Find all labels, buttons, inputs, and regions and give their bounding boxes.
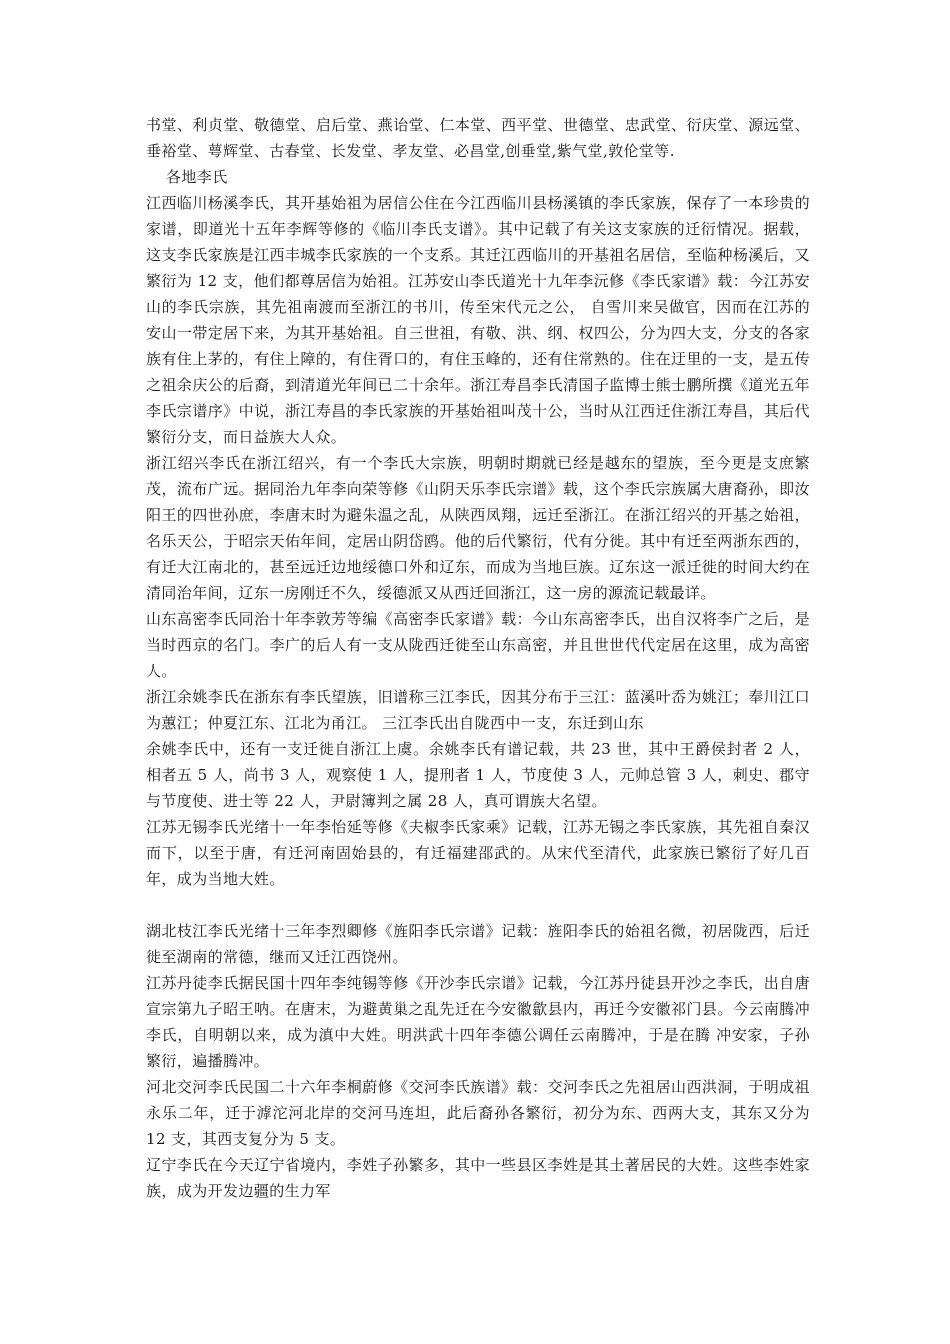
paragraph-zhejiang-shaoxing: 浙江绍兴李氏在浙江绍兴，有一个李氏大宗族，明朝时期就已经是越东的望族，至今更是支庶繁茂，流布广远。据同治九年李向荣等修《山阴天乐李氏宗谱》载，这个李氏宗族属大唐裔孙，即汝阳王的四世孙庶，李唐末时为避朱温之乱，从陕西凤翔，远迁至浙江。在浙江绍兴的开基之始祖，名乐天公，于昭宗天佑年间，定居山阴岱鸥。他的后代繁衍，代有分徙。其中有迁至两浙东西的，有迁大江南北的，甚至远迁边地绥德口外和辽东，而成为当地巨族。辽东这一派迁徙的时间大约在清同治年间，辽东一房刚迁不久，绥德派又从西迁回浙江，这一房的源流记载最详。 — [146, 454, 810, 602]
blank-line — [146, 892, 810, 918]
paragraph-liaoning: 辽宁李氏在今天辽宁省境内，李姓子孙繁多，其中一些县区李姓是其土著居民的大姓。这些李姓家族，成为开发边疆的生力军 — [146, 1156, 810, 1200]
paragraph-shandong-gaomi: 山东高密李氏同治十年李敦芳等编《高密李氏家谱》载：今山东高密李氏，出自汉将李广之后，是当时西京的名门。李广的后人有一支从陇西迁徙至山东高密，并且世世代代定居在这里，成为高密人。 — [146, 610, 810, 680]
paragraph-jiangsu-dantu: 江苏丹徒李氏据民国十四年李纯锡等修《开沙李氏宗谱》记载，今江苏丹徒县开沙之李氏，出自唐宣宗第九子昭王呐。在唐末，为避黄巢之乱先迁在今安徽歙县内，再迁今安徽祁门县。今云南腾冲李氏，自明朝以来，成为滇中大姓。明洪武十四年李德公调任云南腾冲，于是在腾 冲安家，子孙繁衍，遍播腾冲。 — [146, 974, 810, 1070]
paragraph-zhejiang-yuyao: 浙江余姚李氏在浙东有李氏望族，旧谱称三江李氏，因其分布于三江：蓝溪叶岙为姚江；奉川江口为蕙江；仲夏江东、江北为甬江。 三江李氏出自陇西中一支，东迁到山东 — [146, 688, 810, 732]
document-body — [146, 112, 810, 1204]
section-heading: 各地李氏 — [166, 168, 228, 186]
paragraph-hubei-zhijiang: 湖北枝江李氏光绪十三年李烈卿修《旌阳李氏宗谱》记载：旌阳李氏的始祖名微，初居陇西，后迁徙至湖南的常德，继而又迁江西饶州。 — [146, 922, 810, 966]
hall-names-paragraph: 书堂、利贞堂、敬德堂、启后堂、燕诒堂、仁本堂、西平堂、世德堂、忠武堂、衍庆堂、源远堂、垂裕堂、萼辉堂、古春堂、长发堂、孝友堂、必昌堂,创垂堂,紫气堂,敦伦堂等. — [146, 116, 810, 160]
paragraph-jiangsu-wuxi: 江苏无锡李氏光绪十一年李怡延等修《夫椒李氏家乘》记载，江苏无锡之李氏家族，其先祖自秦汉而下，以至于唐，有迁河南固始县的，有迁福建邵武的。从宋代至清代，此家族已繁衍了好几百年，成为当地大姓。 — [146, 818, 810, 888]
paragraph-yuyao-branch: 余姚李氏中，还有一支迁徙自浙江上虞。余姚李氏有谱记载，共 23 世，其中王爵侯封者 2 人，相者五 5 人，尚书 3 人，观察使 1 人，提刑者 1 人，节度使 3 人，元帅总管 3 人，刺史、郡守与节度使、进士等 22 人，尹尉簿判之属 28 人，真可谓族大名望。 — [146, 740, 810, 810]
paragraph-hebei-jiaohe: 河北交河李氏民国二十六年李桐蔚修《交河李氏族谱》载：交河李氏之先祖居山西洪洞，于明成祖永乐二年，迁于滹沱河北岸的交河马连坦，此后裔孙各繁衍，初分为东、西两大支，其东又分为 12 支，其西支复分为 5 支。 — [146, 1078, 810, 1148]
paragraph-jiangxi-linchuan: 江西临川杨溪李氏，其开基始祖为居信公住在今江西临川县杨溪镇的李氏家族，保存了一本珍贵的家谱，即道光十五年李辉等修的《临川李氏支谱》。其中记载了有关这支家族的迁衍情况。据载，这支李氏家族是江西丰城李氏家族的一个支系。其迁江西临川的开基祖名居信，至临种杨溪后，又繁衍为 12 支，他们都尊居信为始祖。江苏安山李氏道光十九年李沅修《李氏家谱》载：今江苏安山的李氏宗族，其先祖南渡而至浙江的书川，传至宋代元之公， 自雪川来吴做官，因而在江苏的安山一带定居下来，为其开基始祖。自三世祖，有敬、洪、纲、权四公，分为四大支，分支的各家族有住上茅的，有住上障的，有住胥口的，有住玉峰的，还有住常熟的。住在迂里的一支，是五传之祖余庆公的后裔，到清道光年间已二十余年。浙江寿昌李氏清国子监博士熊士鹏所撰《道光五年李氏宗谱序》中说，浙江寿昌的李氏家族的开基始祖叫茂十公，当时从江西迁住浙江寿昌，其后代繁衍分支，而日益族大人众。 — [146, 194, 810, 446]
